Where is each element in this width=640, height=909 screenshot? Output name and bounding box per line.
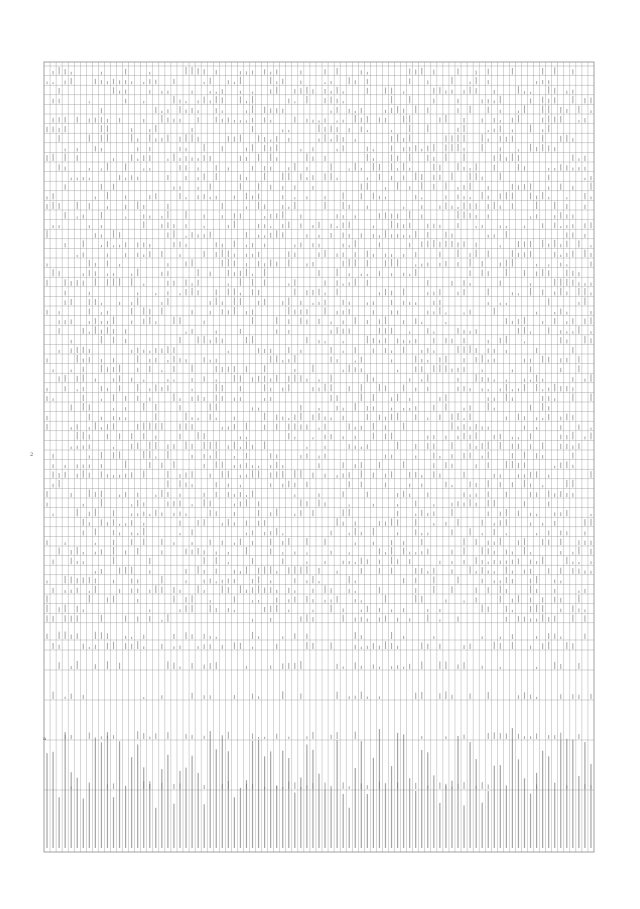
page-number: 2 <box>30 452 34 458</box>
figure-caption: a <box>43 736 46 742</box>
